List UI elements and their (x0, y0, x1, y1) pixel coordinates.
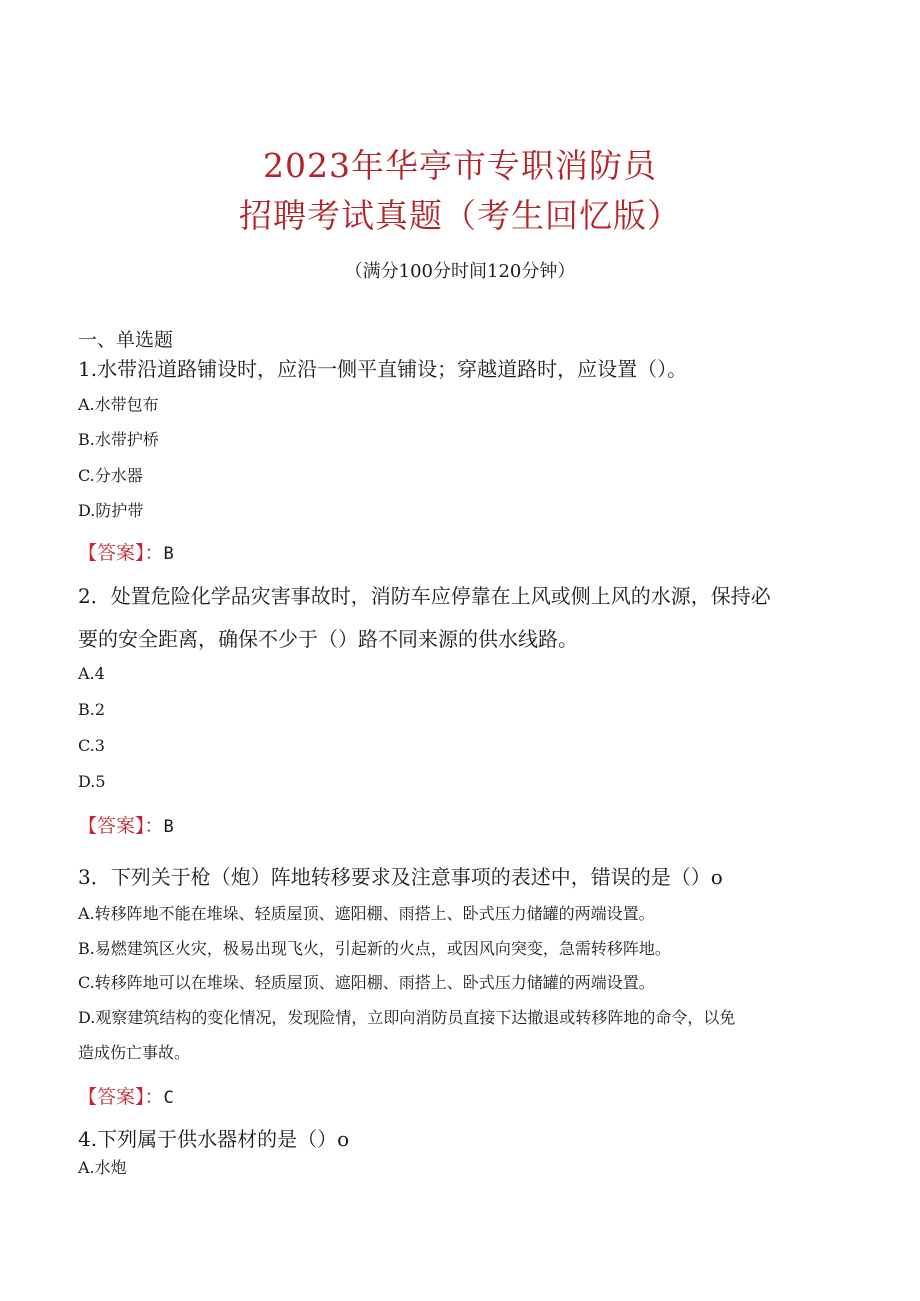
question-3-option-d-continued: 造成伤亡事故。 (78, 1043, 191, 1062)
question-3-option-d: D.观察建筑结构的变化情况，发现险情，立即向消防员直接下达撤退或转移阵地的命令，以免 (78, 1008, 736, 1027)
question-1-stem: 1.水带沿道路铺设时，应沿一侧平直铺设；穿越道路时，应设置（）。 (78, 357, 688, 381)
question-3-answer (78, 1082, 174, 1109)
question-3-option-a: A.转移阵地不能在堆垛、轻质屋顶、遮阳棚、雨搭上、卧式压力储罐的两端设置。 (78, 904, 655, 923)
question-4-option-a: A.水炮 (78, 1158, 127, 1177)
question-2-option-c: C.3 (78, 736, 105, 755)
question-3-option-c: C.转移阵地可以在堆垛、轻质屋顶、遮阳棚、雨搭上、卧式压力储罐的两端设置。 (78, 973, 655, 992)
answer-value: C (163, 1088, 174, 1108)
question-1-option-d: D.防护带 (78, 501, 144, 520)
document-title-line-1: 2023年华亭市专职消防员 (263, 146, 657, 185)
question-2-stem-line-1: 2．处置危险化学品灾害事故时，消防车应停靠在上风或侧上风的水源，保持必 (78, 584, 771, 608)
question-1-option-c: C.分水器 (78, 466, 143, 485)
question-2-option-a: A.4 (78, 664, 105, 683)
document-title-line-2: 招聘考试真题（考生回忆版） (239, 196, 681, 235)
question-2-answer (78, 811, 174, 838)
question-1-answer (78, 538, 174, 565)
question-3-option-b: B.易燃建筑区火灾，极易出现飞火，引起新的火点，或因风向突变，急需转移阵地。 (78, 939, 671, 958)
question-1-option-a: A.水带包布 (78, 395, 159, 414)
answer-label: 【答案】： (78, 815, 164, 837)
section-heading: 一、单选题 (78, 329, 174, 351)
answer-value: B (163, 544, 174, 564)
answer-label: 【答案】： (78, 1086, 164, 1108)
question-2-stem-line-2: 要的安全距离，确保不少于（）路不同来源的供水线路。 (78, 627, 578, 651)
question-4-stem: 4.下列属于供水器材的是（）o (78, 1127, 350, 1151)
exam-info: （满分100分时间120分钟） (344, 261, 576, 282)
answer-value: B (163, 817, 174, 837)
question-1-option-b: B.水带护桥 (78, 430, 159, 449)
answer-label: 【答案】： (78, 542, 164, 564)
question-3-stem: 3．下列关于枪（炮）阵地转移要求及注意事项的表述中，错误的是（）o (78, 865, 723, 889)
question-2-option-b: B.2 (78, 700, 106, 719)
question-2-option-d: D.5 (78, 772, 106, 791)
